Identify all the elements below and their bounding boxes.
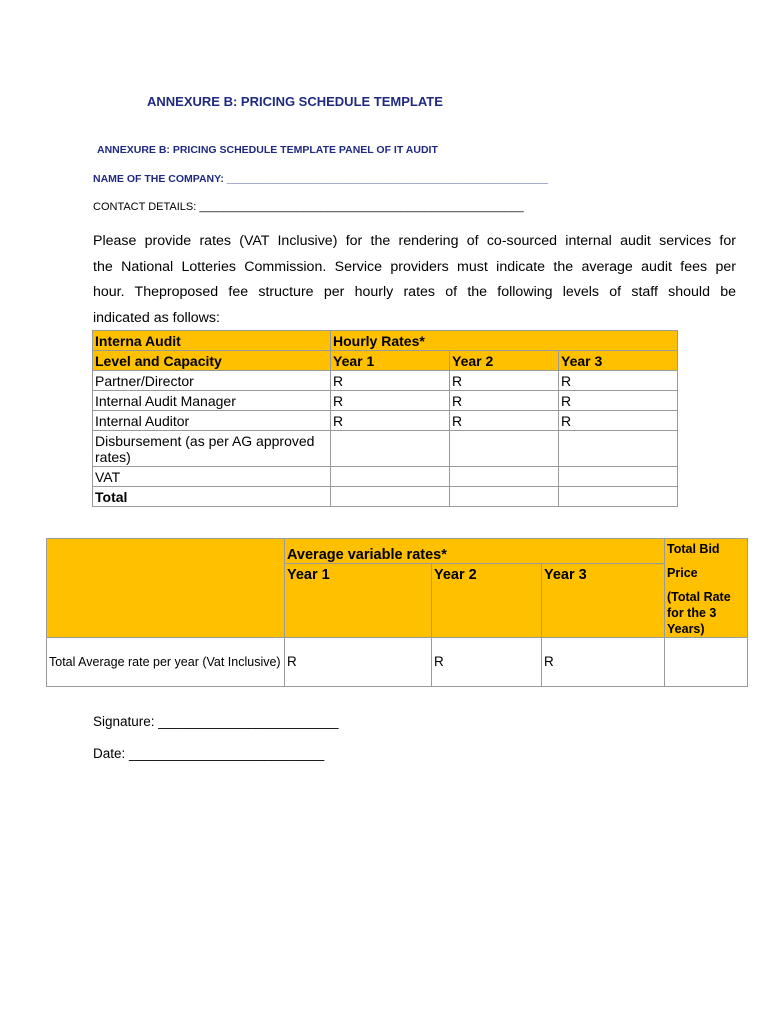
total-bid-header (665, 539, 748, 638)
document-subtitle: ANNEXURE B: PRICING SCHEDULE TEMPLATE PANEL OF IT AUDIT (97, 144, 438, 156)
intro-line: the National Lotteries Commission. Service providers must indicate the average audit fees per (93, 258, 736, 275)
rate-cell: R (331, 411, 450, 431)
table-header-row (93, 351, 678, 371)
row-label: Internal Audit Manager (93, 391, 331, 411)
rate-cell: R (450, 411, 559, 431)
header-cell: Year 2 (432, 564, 542, 638)
row-label: Internal Auditor (93, 411, 331, 431)
table-header-row (93, 331, 678, 351)
table-row (93, 487, 678, 507)
table-row (93, 431, 678, 467)
header-cell: Year 3 (542, 564, 665, 638)
intro-line: hour. Theproposed fee structure per hourly rates of the following levels of staff should be (93, 284, 736, 300)
total-bid-label: Total Bid (667, 542, 720, 556)
rate-cell (450, 467, 559, 487)
intro-paragraph (93, 229, 736, 331)
rate-cell: R (450, 391, 559, 411)
header-cell: Year 1 (285, 564, 432, 638)
table-row (93, 467, 678, 487)
contact-details-field: CONTACT DETAILS: _____________________________________________________ (93, 201, 524, 213)
total-bid-cell (665, 638, 748, 687)
rate-cell (331, 487, 450, 507)
row-label: Partner/Director (93, 371, 331, 391)
rate-cell (559, 467, 678, 487)
rate-cell: R (432, 638, 542, 687)
date-field: Date: __________________________ (93, 746, 325, 761)
header-cell: Year 3 (559, 351, 678, 371)
header-cell: Level and Capacity (93, 351, 331, 371)
variable-rates-table (46, 538, 748, 687)
intro-line: indicated as follows: (93, 309, 220, 326)
rate-cell (450, 487, 559, 507)
price-label: Price (667, 566, 698, 580)
rate-cell (559, 431, 678, 467)
rate-cell: R (559, 411, 678, 431)
rate-cell: R (331, 391, 450, 411)
row-label: Total Average rate per year (Vat Inclusive) (47, 638, 285, 687)
row-label: Total (93, 487, 331, 507)
intro-line: Please provide rates (VAT Inclusive) for the rendering of co-sourced internal audit services for (93, 233, 736, 249)
row-label: VAT (93, 467, 331, 487)
rate-cell: R (559, 371, 678, 391)
rate-cell: R (559, 391, 678, 411)
table-row (93, 411, 678, 431)
hourly-rates-table (92, 330, 678, 507)
rate-cell: R (331, 371, 450, 391)
rate-cell: R (450, 371, 559, 391)
header-cell: Year 1 (331, 351, 450, 371)
company-name-field: NAME OF THE COMPANY: _______________________________________________________ (93, 173, 548, 185)
rate-cell (331, 431, 450, 467)
rate-cell: R (542, 638, 665, 687)
rate-cell: R (285, 638, 432, 687)
table-row (47, 638, 748, 687)
rate-cell (559, 487, 678, 507)
document-title: ANNEXURE B: PRICING SCHEDULE TEMPLATE (147, 94, 443, 109)
header-cell: Hourly Rates* (331, 331, 678, 351)
rate-cell (331, 467, 450, 487)
header-cell-empty (47, 539, 285, 638)
total-rate-note: (Total Rate for the 3 Years) (667, 590, 731, 636)
table-row (93, 391, 678, 411)
table-header-row (47, 539, 748, 564)
header-cell: Year 2 (450, 351, 559, 371)
row-label: Disbursement (as per AG approved rates) (93, 431, 331, 467)
signature-field: Signature: ________________________ (93, 714, 339, 729)
header-cell: Interna Audit (93, 331, 331, 351)
table-row (93, 371, 678, 391)
header-cell: Average variable rates* (285, 539, 665, 564)
rate-cell (450, 431, 559, 467)
